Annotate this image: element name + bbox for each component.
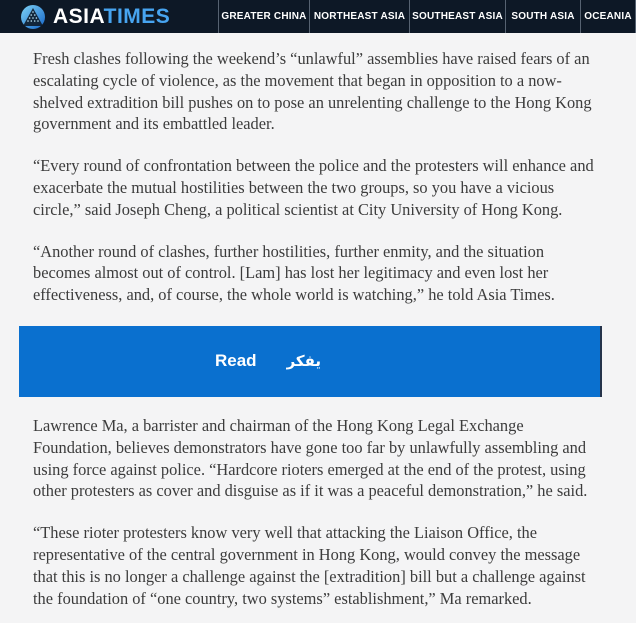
asia-times-logo[interactable] — [0, 0, 218, 33]
ad-banner-content — [19, 351, 321, 371]
article-paragraph: “Another round of clashes, further hostilities, further enmity, and the situation becomes almost out of control. [Lam] has lost her legitimacy and even lost her effectiveness, and, of course, the whole world is watching,” he told Asia Times. — [33, 241, 555, 305]
nav-item-oceania[interactable]: OCEANIA — [580, 0, 636, 33]
brand-times-text: TIMES — [103, 5, 171, 28]
brand-asia-text: ASIA — [53, 5, 104, 28]
ad-arabic-text: يفكر — [286, 352, 322, 371]
article-paragraph: Lawrence Ma, a barrister and chairman of the Hong Kong Legal Exchange Foundation, believes demonstrators have gone too far by unlawfully assembling and using force against police. “Hardcore rioters emerged at the end of the protest, using other protesters as cover and disguise as if it was a peaceful demonstration,” he said. — [33, 415, 588, 501]
nav-item-greater-china[interactable]: GREATER CHINA — [218, 0, 309, 33]
article-paragraph: “Every round of confrontation between the police and the protesters will enhance and exacerbate the mutual hostilities between the two groups, so you have a vicious circle,” said Joseph Cheng, a political scientist at City University of Hong Kong. — [33, 156, 594, 219]
article-body — [0, 33, 636, 609]
nav-item-south-asia[interactable]: SOUTH ASIA — [505, 0, 580, 33]
top-nav-bar — [0, 0, 636, 33]
brand-wordmark — [53, 6, 170, 27]
nav-item-southeast-asia[interactable]: SOUTHEAST ASIA — [409, 0, 505, 33]
ad-banner[interactable] — [19, 326, 602, 397]
article-paragraph: Fresh clashes following the weekend’s “unlawful” assemblies have raised fears of an escalating cycle of violence, as the movement that began in opposition to a now-shelved extradition bill pushes on to pose an unrelenting challenge to the Hong Kong government and its embattled leader. — [33, 49, 592, 134]
article-paragraph: “These rioter protesters know very well that attacking the Liaison Office, the representative of the central government in Hong Kong, would convey the message that this is no longer a challenge against the [extradition] bill but a challenge against the foundation of “one country, two systems” establishment,” Ma remarked. — [33, 523, 586, 608]
asia-times-globe-icon — [21, 5, 45, 29]
ad-read-button[interactable]: Read — [215, 351, 257, 371]
section-nav — [218, 0, 636, 33]
nav-item-northeast-asia[interactable]: NORTHEAST ASIA — [309, 0, 409, 33]
